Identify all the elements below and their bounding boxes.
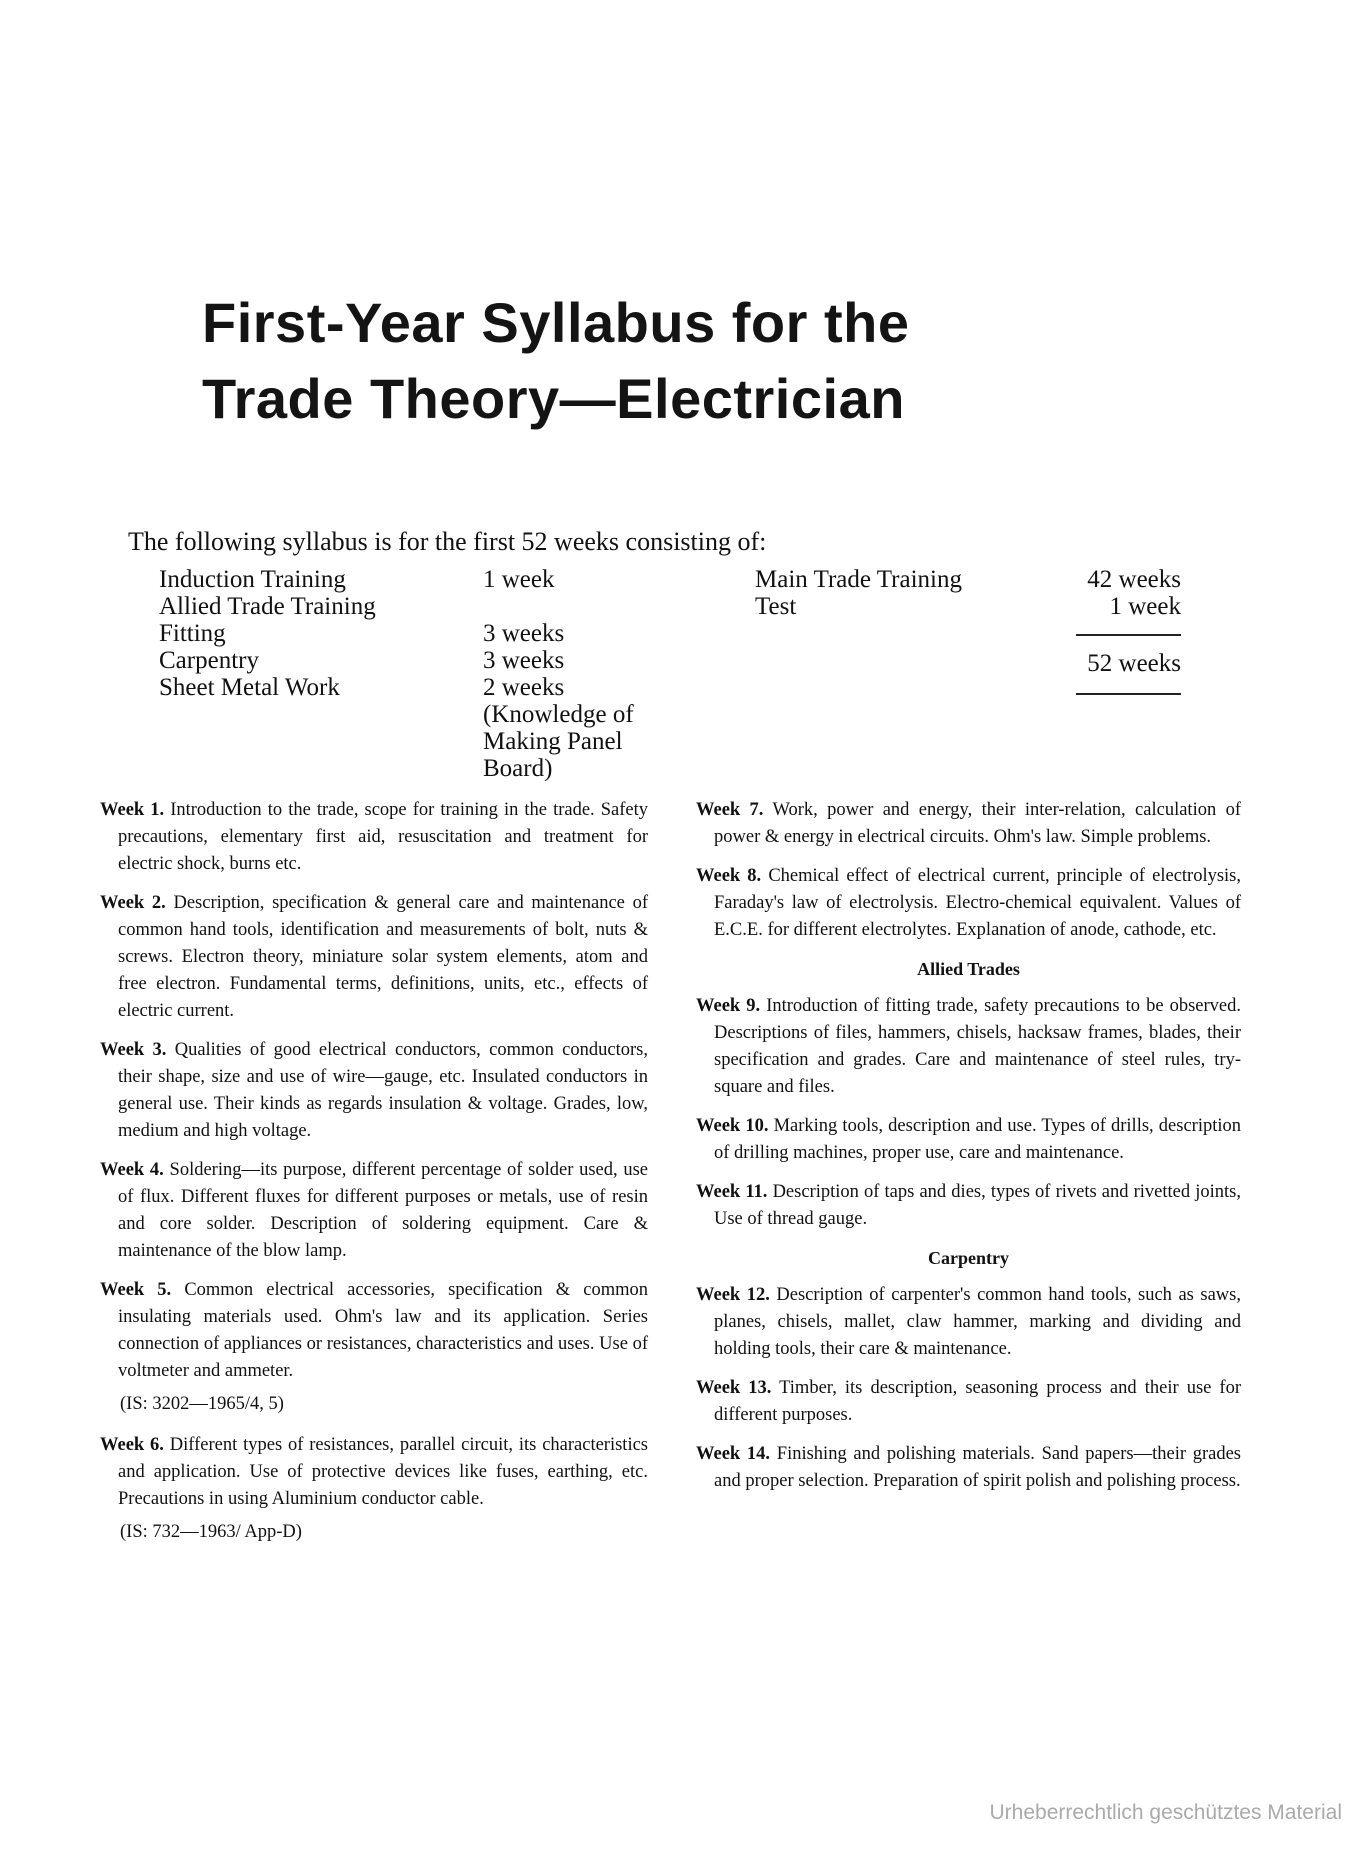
schedule-right-labels — [755, 566, 962, 620]
week-label: Week 10. — [696, 1116, 769, 1136]
week-entry — [696, 1375, 1241, 1429]
schedule-label: Allied Trade Training — [159, 593, 376, 620]
week-text: Soldering—its purpose, different percentage of solder used, use of flux. Different fluxes for different purposes or metals, use of resin and core solder. Description of soldering equipment. Care & maintenance of the blow lamp. — [118, 1160, 649, 1261]
week-label: Week 14. — [696, 1444, 771, 1464]
schedule-label: Sheet Metal Work — [159, 674, 340, 701]
week-entry — [696, 1179, 1241, 1233]
week-label: Week 3. — [100, 1040, 167, 1060]
schedule-duration: 3 weeks — [483, 647, 565, 674]
week-label: Week 13. — [696, 1378, 772, 1398]
week-text: Timber, its description, seasoning process and their use for different purposes. — [714, 1378, 1241, 1425]
sum-rule — [1076, 693, 1181, 695]
schedule-note: Board) — [483, 755, 553, 782]
week-entry — [696, 1113, 1241, 1167]
week-text: Description of carpenter's common hand tools, such as saws, planes, chisels, mallet, claw hammer, marking and dividing and holding tools, their care & maintenance. — [714, 1285, 1241, 1359]
week-entry — [100, 1157, 648, 1265]
schedule-label: Main Trade Training — [755, 566, 962, 593]
week-label: Week 9. — [696, 996, 761, 1016]
schedule-label: Carpentry — [159, 647, 259, 674]
week-label: Week 8. — [696, 866, 762, 886]
week-entry — [696, 993, 1241, 1101]
week-text: Work, power and energy, their inter-relation, calculation of power & energy in electrical circuits. Ohm's law. Simple problems. — [714, 800, 1241, 847]
title-line-1: First-Year Syllabus for the — [202, 291, 910, 354]
week-label: Week 6. — [100, 1435, 164, 1455]
week-label: Week 5. — [100, 1280, 172, 1300]
schedule-duration: 2 weeks — [483, 674, 565, 701]
intro-text: The following syllabus is for the first 52 weeks consisting of: — [128, 527, 767, 556]
schedule-duration: 1 week — [483, 566, 555, 593]
watermark: Urheberrechtlich geschütztes Material — [989, 1801, 1342, 1824]
week-entry — [100, 1037, 648, 1145]
week-entry — [696, 1441, 1241, 1495]
schedule-label: Induction Training — [159, 566, 346, 593]
week-label: Week 12. — [696, 1285, 770, 1305]
sum-rule — [1076, 634, 1181, 636]
week-label: Week 1. — [100, 800, 165, 820]
week-text: Finishing and polishing materials. Sand papers—their grades and proper selection. Preparation of spirit polish and polishing process. — [714, 1444, 1242, 1491]
section-heading: Carpentry — [928, 1248, 1009, 1268]
week-label: Week 2. — [100, 893, 166, 913]
week-label: Week 7. — [696, 800, 764, 820]
week-entry — [100, 1432, 648, 1513]
week-entry — [100, 797, 648, 878]
week-text: Description of taps and dies, types of rivets and rivetted joints, Use of thread gauge. — [714, 1182, 1242, 1229]
week-text: Common electrical accessories, specification & common insulating materials used. Ohm's law and its application. Series connection of appliances or resistances, characteristics and uses. Use of voltmeter and ammeter. — [118, 1280, 649, 1381]
schedule-note: (Knowledge of — [483, 701, 634, 728]
schedule-duration — [483, 593, 634, 620]
schedule-right-durations — [1061, 566, 1181, 709]
standard-reference: (IS: 3202—1965/4, 5) — [120, 1394, 284, 1414]
right-column — [696, 797, 1241, 1507]
week-text: Marking tools, description and use. Types of drills, description of drilling machines, proper use, care and maintenance. — [714, 1116, 1241, 1163]
week-text: Introduction to the trade, scope for training in the trade. Safety precautions, elementary first aid, resuscitation and treatment for electric shock, burns etc. — [118, 800, 648, 874]
week-entry — [100, 890, 648, 1025]
left-column — [100, 797, 648, 1560]
week-label: Week 4. — [100, 1160, 164, 1180]
schedule-duration: 3 weeks — [483, 620, 565, 647]
schedule-duration: 42 weeks — [1087, 566, 1181, 593]
schedule-note: Making Panel — [483, 728, 623, 755]
week-text: Description, specification & general care and maintenance of common hand tools, identification and measurements of bolt, nuts & screws. Electron theory, miniature solar system elements, atom and free electron. Fundamental terms, definitions, units, etc., effects of electric current. — [118, 893, 648, 1021]
week-text: Chemical effect of electrical current, principle of electrolysis, Faraday's law of electrolysis. Electro-chemical equivalent. Values of E.C.E. for different electrolytes. Explanation of anode, cathode, etc. — [714, 866, 1242, 940]
week-label: Week 11. — [696, 1182, 768, 1202]
week-text: Different types of resistances, parallel circuit, its characteristics and application. Use of protective devices like fuses, earthing, etc. Precautions in using Aluminium conductor cable. — [118, 1435, 648, 1509]
week-text: Qualities of good electrical conductors, common conductors, their shape, size and use of wire—gauge, etc. Insulated conductors in general use. Their kinds as regards insulation & voltage. Grades, low, medium and high voltage. — [118, 1040, 648, 1141]
schedule-duration: 1 week — [1109, 593, 1181, 620]
schedule-left-labels — [159, 566, 376, 701]
schedule-left-durations — [483, 566, 634, 782]
page-title — [202, 285, 909, 437]
section-heading: Allied Trades — [917, 959, 1020, 979]
week-text: Introduction of fitting trade, safety precautions to be observed. Descriptions of files, hammers, chisels, hacksaw frames, blades, their specification and grades. Care and maintenance of steel rules, try-square and files. — [714, 996, 1241, 1097]
standard-reference: (IS: 732—1963/ App-D) — [120, 1522, 302, 1542]
week-entry — [696, 797, 1241, 851]
schedule-label: Test — [755, 593, 797, 620]
title-line-2: Trade Theory—Electrician — [202, 367, 905, 430]
week-entry — [696, 1282, 1241, 1363]
schedule-label: Fitting — [159, 620, 226, 647]
week-entry — [100, 1277, 648, 1385]
week-entry — [696, 863, 1241, 944]
schedule-total: 52 weeks — [1087, 650, 1181, 677]
